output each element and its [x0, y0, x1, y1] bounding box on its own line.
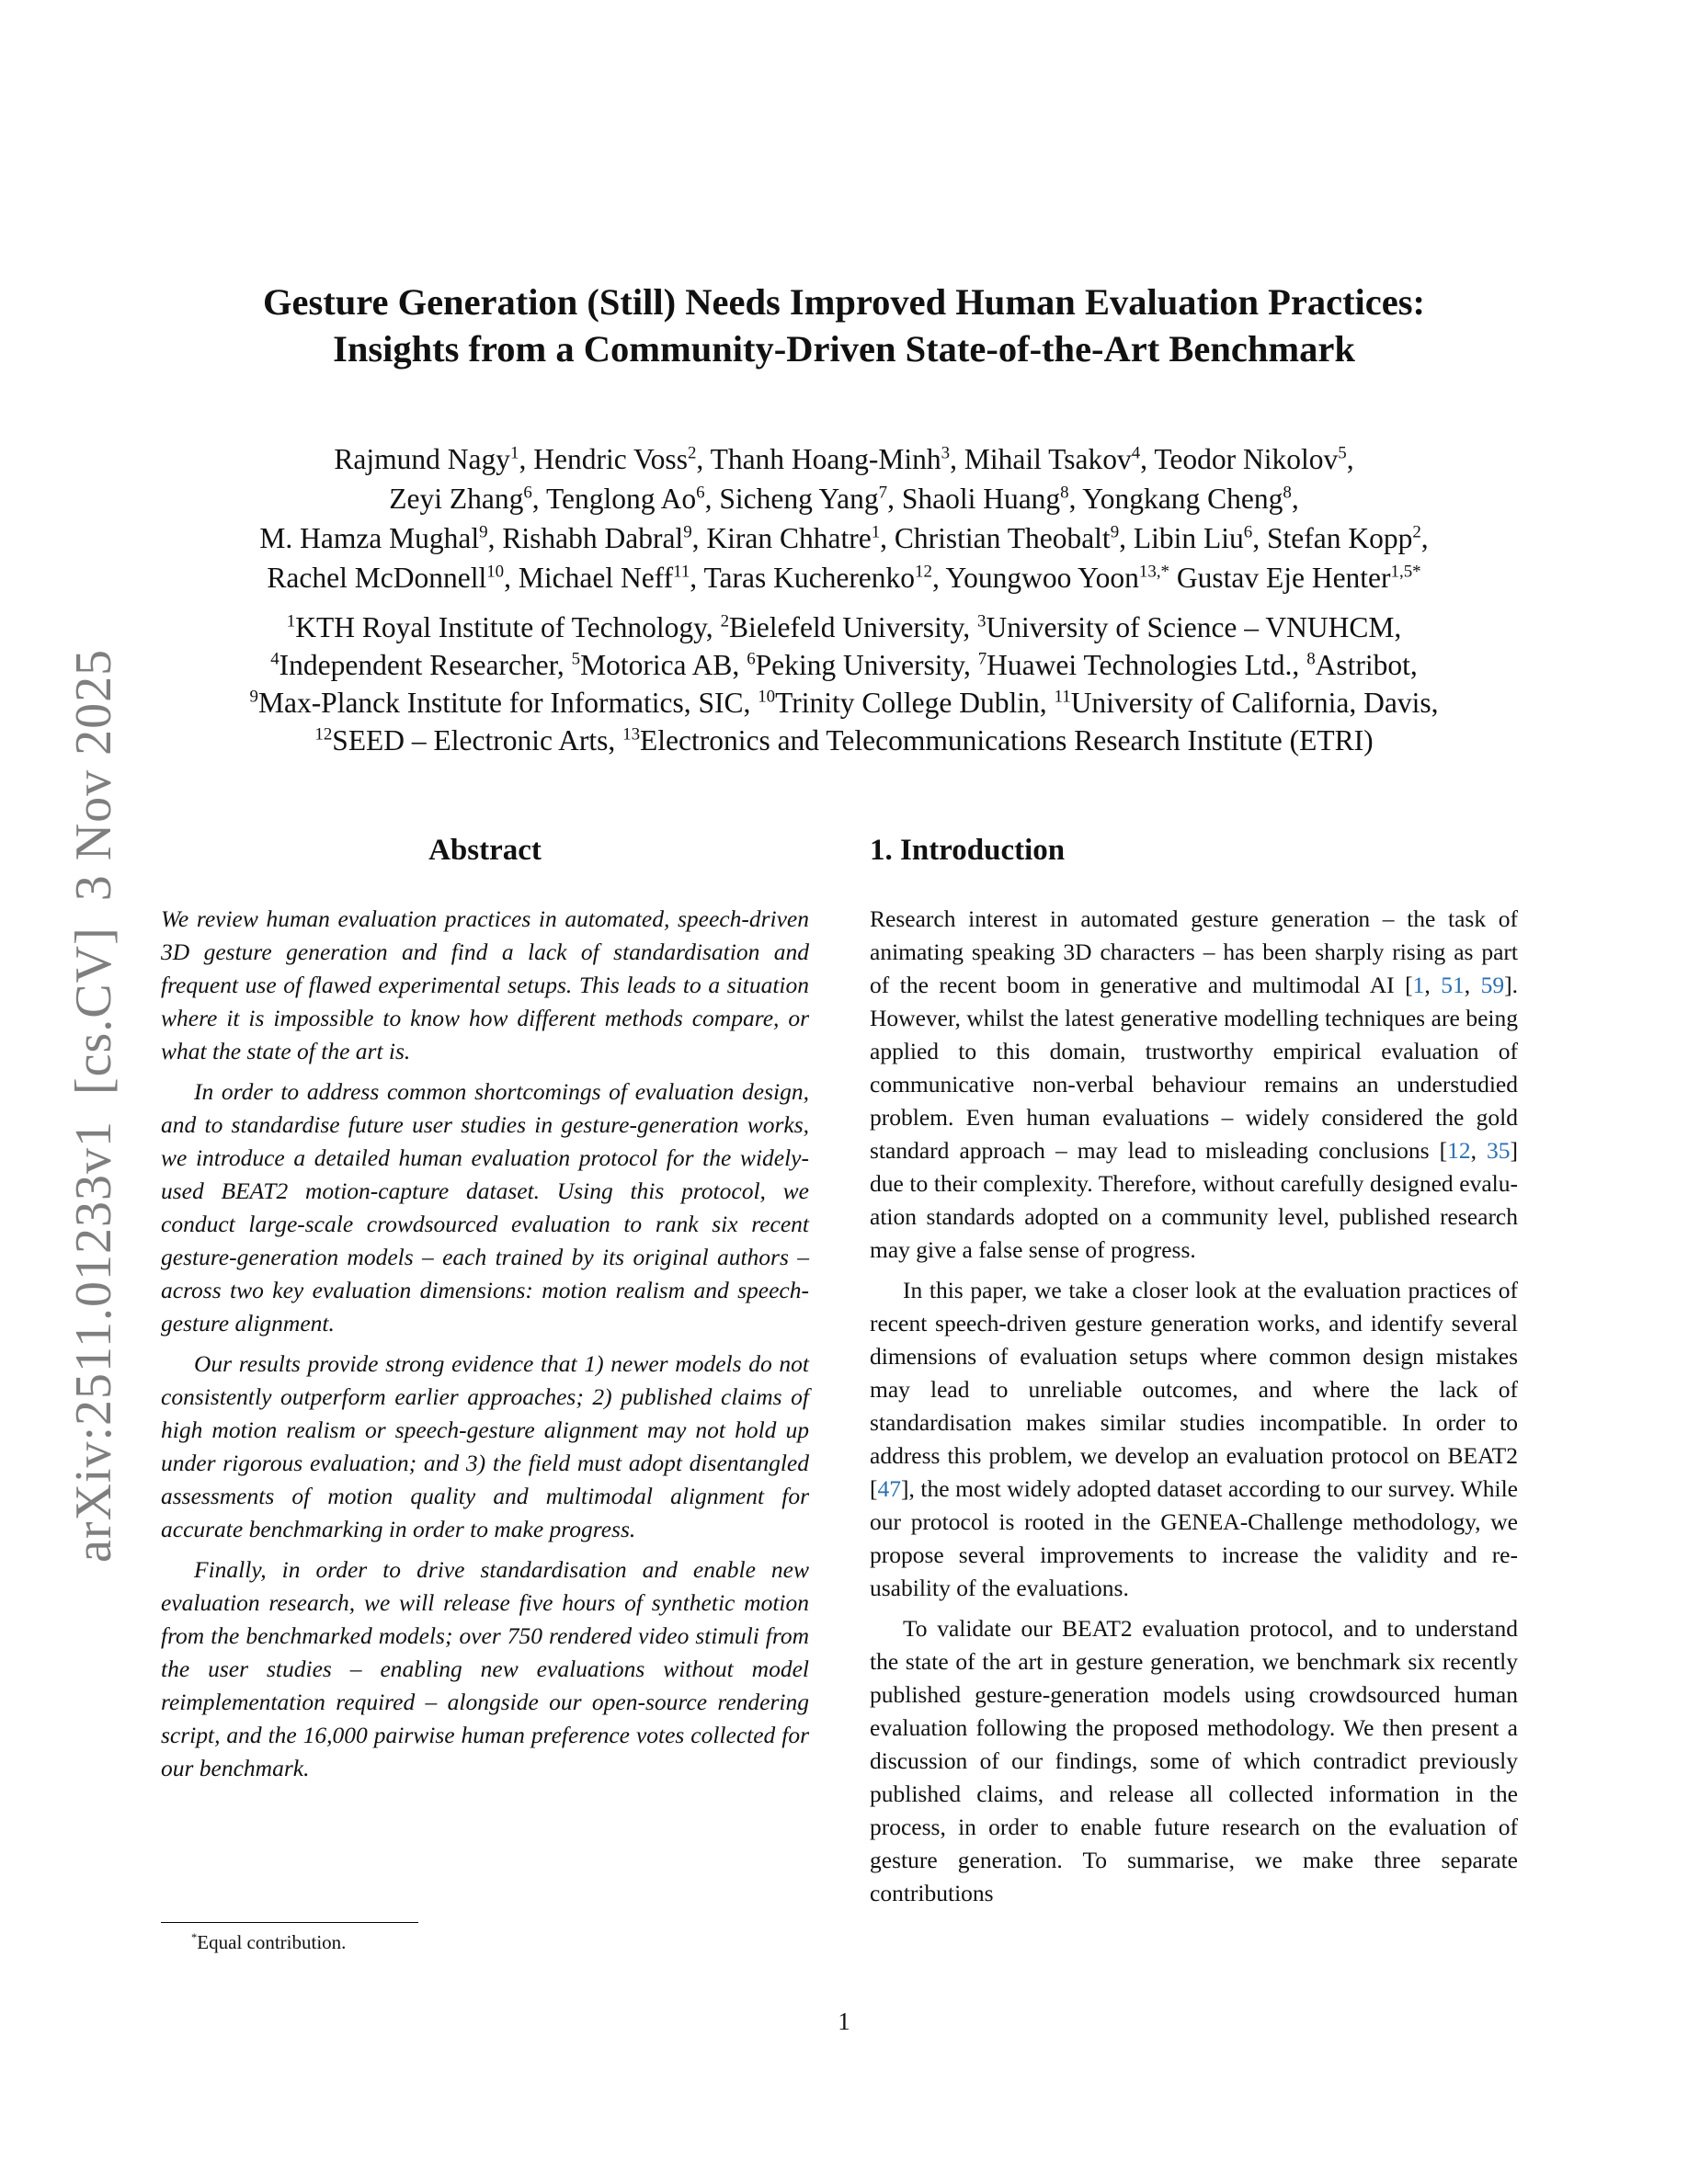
author-name: , Tenglong Ao [531, 483, 697, 515]
citation-separator: , [1464, 972, 1481, 998]
affiliation-name: Peking University, [755, 649, 978, 681]
footnote [191, 1929, 346, 1955]
author-affiliation-mark: 5 [1338, 443, 1347, 463]
affiliation-name: Electronics and Telecommunications Research Institute (ETRI) [640, 724, 1374, 756]
affiliation-number: 9 [249, 687, 258, 707]
affiliation-name: Bielefeld University, [729, 611, 978, 643]
author-name: , Taras Kucherenko [690, 562, 916, 594]
affiliation-number: 4 [270, 649, 279, 669]
author-affiliation-mark: 11 [673, 562, 690, 582]
author-affiliation-mark: 6 [696, 483, 705, 503]
author-line [120, 479, 1568, 518]
paragraph-text: ], the most widely adopted dataset according to our survey. While our protocol is rooted in the GENEA-Challenge methodology, we propose several improvements to increase the validity and re-usability of the evaluations. [870, 1475, 1518, 1601]
affiliation-name: Independent Researcher, [279, 649, 572, 681]
footnote-mark: * [191, 1931, 198, 1944]
author-line [120, 518, 1568, 558]
affiliation-number: 7 [977, 649, 987, 669]
author-affiliation-mark: 6 [523, 483, 532, 503]
author-affiliation-mark: 8 [1060, 483, 1069, 503]
author-line [120, 558, 1568, 597]
arxiv-identifier-stamp [64, 623, 123, 1563]
affiliation-name: University of Science – VNUHCM, [986, 611, 1402, 643]
author-name: , Christian Theobalt [880, 522, 1111, 554]
affiliation-name: Astribot, [1315, 649, 1418, 681]
author-affiliation-mark: 7 [878, 483, 888, 503]
author-name: , Teodor Nikolov [1140, 443, 1339, 475]
paragraph-text: ]. However, whilst the latest generative modelling techniques are being applied to this domain, trustworthy empirical evaluation of communicative non-verbal behaviour remains an understudied problem. Even human evaluations – widely considered the gold standard approach – may lead to misleading conclusions [ [870, 972, 1519, 1164]
abstract-paragraph: We review human evaluation practices in automated, speech-driven 3D gesture generation and find a lack of standardisation and frequent use of flawed experimental setups. This leads to a situation where it is impossible to know how different methods compare, or what the state of the art is. [161, 905, 809, 1064]
author-name: Rachel McDonnell [267, 562, 487, 594]
affiliation-number: 13 [622, 724, 641, 745]
affiliation-line [120, 609, 1568, 646]
author-affiliation-mark: 4 [1131, 443, 1141, 463]
affiliation-number: 6 [747, 649, 756, 669]
author-line [120, 439, 1568, 479]
introduction-paragraph: To validate our BEAT2 evaluation protocol, and to understand the state of the art in gesture generation, we benchmark six recently published gesture-generation models using crowdsourced human evaluation following the proposed methodology. We then present a discussion of our findings, some of which contradict previously published claims, and release all collected information in the process, in order to enable future research on the evaluation of gesture generation. To summarise, we make three separate contributions [870, 1615, 1518, 1906]
affiliation-name: University of California, Davis, [1070, 687, 1439, 719]
author-name: , Rishabh Dabral [487, 522, 684, 554]
author-affiliation-mark: 9 [683, 522, 692, 542]
citation-link[interactable]: 51 [1441, 972, 1465, 998]
author-name: , Hendric Voss [519, 443, 688, 475]
citation-separator: , [1470, 1137, 1487, 1164]
abstract-column [161, 827, 809, 1785]
affiliation-name: Huawei Technologies Ltd., [987, 649, 1307, 681]
affiliation-line [120, 684, 1568, 722]
author-name: , Libin Liu [1119, 522, 1244, 554]
author-name: Zeyi Zhang [389, 483, 524, 515]
affiliation-line [120, 722, 1568, 759]
author-affiliation-mark: 8 [1283, 483, 1292, 503]
author-name: , Youngwoo Yoon [931, 562, 1139, 594]
citation-link[interactable]: 1 [1412, 972, 1425, 998]
affiliation-number: 11 [1054, 687, 1071, 707]
paper-title [147, 279, 1541, 372]
affiliation-number: 2 [720, 611, 730, 631]
citation-link[interactable]: 12 [1447, 1137, 1471, 1164]
affiliation-number: 12 [314, 724, 333, 745]
title-line-1: Gesture Generation (Still) Needs Improved Human Evaluation Practices: [262, 281, 1426, 323]
arxiv-id: arXiv:2511.01233v1 [65, 1120, 122, 1563]
author-separator: , [1346, 443, 1354, 475]
citation-link[interactable]: 59 [1480, 972, 1505, 998]
author-affiliation-mark: 13,* [1138, 562, 1169, 582]
author-name: , Shaoli Huang [887, 483, 1061, 515]
author-affiliation-mark: 9 [1110, 522, 1120, 542]
citation-separator: , [1424, 972, 1442, 998]
author-name: Gustav Eje Henter [1169, 562, 1391, 594]
affiliation-name: Motorica AB, [580, 649, 747, 681]
abstract-paragraph: Finally, in order to drive standardisation and enable new evaluation research, we will release five hours of synthetic motion from the benchmarked models; over 750 rendered video stimuli from the user studies – enabling new evaluations without model reimplementation required – alongside our open-source rendering script, and the 16,000 pairwise human preference votes collected for our benchmark. [161, 1556, 809, 1781]
footnote-divider [161, 1922, 418, 1923]
affiliation-name: Max-Planck Institute for Informatics, SIC, [257, 687, 758, 719]
title-line-2: Insights from a Community-Driven State-of-the-Art Benchmark [333, 328, 1355, 370]
author-affiliation-mark: 12 [915, 562, 932, 582]
author-affiliation-mark: 6 [1243, 522, 1253, 542]
author-affiliation-mark: 9 [479, 522, 488, 542]
author-name: , Sicheng Yang [704, 483, 879, 515]
paragraph-text: Research interest in automated gesture generation – the task of animating speaking 3D characters – has been sharply rising as part of the recent boom in generative and multimodal AI [ [870, 905, 1518, 998]
affiliation-number: 1 [286, 611, 296, 631]
page-number: 1 [838, 2008, 850, 2035]
affiliation-number: 5 [571, 649, 581, 669]
abstract-paragraph: In order to address common shortcomings of evaluation design, and to standardise future user studies in gesture-generation works, we introduce a detailed human evaluation protocol for the widely-used BEAT2 motion-capture dataset. Using this protocol, we conduct large-scale crowdsourced evaluation to rank six recent gesture-generation models – each trained by its original authors – across two key evaluation dimensions: motion realism and speech-gesture alignment. [161, 1078, 809, 1337]
author-affiliation-mark: 1 [510, 443, 519, 463]
author-name: , Yongkang Cheng [1068, 483, 1283, 515]
author-list [120, 439, 1568, 597]
footnote-text: Equal contribution. [197, 1931, 347, 1953]
author-name: M. Hamza Mughal [259, 522, 480, 554]
author-affiliation-mark: 1,5* [1390, 562, 1421, 582]
author-name: , Mihail Tsakov [950, 443, 1132, 475]
author-separator: , [1291, 483, 1299, 515]
affiliation-number: 10 [758, 687, 776, 707]
introduction-heading: 1. Introduction [870, 834, 1066, 867]
author-name: , Michael Neff [504, 562, 674, 594]
abstract-paragraph: Our results provide strong evidence that 1) newer models do not consistently outperform earlier approaches; 2) published claims of high motion realism or speech-gesture alignment may not hold up under rigorous evaluation; and 3) the field must adopt disentangled assessments of motion quality and multimodal alignment for accurate benchmarking in order to make progress. [161, 1350, 809, 1542]
paragraph-text: In this paper, we take a closer look at the evaluation practices of recent speech-driven gesture generation works, and identify several dimensions of evaluation setups where common design mistakes may lead to unreliable outcomes, and where the lack of standardisation makes similar studies incompatible. In order to address this problem, we develop an evaluation protocol on BEAT2 [ [870, 1277, 1518, 1502]
author-affiliation-mark: 10 [486, 562, 505, 582]
abstract-heading: Abstract [428, 834, 542, 867]
arxiv-date: 3 Nov 2025 [65, 648, 122, 902]
author-name: , Kiran Chhatre [691, 522, 872, 554]
introduction-column [870, 827, 1518, 1910]
arxiv-category: [cs.CV] [65, 927, 122, 1096]
author-name: , Thanh Hoang-Minh [696, 443, 941, 475]
affiliation-list [120, 609, 1568, 759]
author-affiliation-mark: 3 [941, 443, 951, 463]
author-affiliation-mark: 2 [1412, 522, 1421, 542]
citation-link[interactable]: 35 [1487, 1137, 1511, 1164]
author-name: Rajmund Nagy [334, 443, 511, 475]
author-affiliation-mark: 2 [687, 443, 697, 463]
author-name: , Stefan Kopp [1252, 522, 1413, 554]
affiliation-name: Trinity College Dublin, [775, 687, 1055, 719]
affiliation-line [120, 646, 1568, 684]
affiliation-number: 3 [977, 611, 987, 631]
author-separator: , [1420, 522, 1429, 554]
affiliation-name: KTH Royal Institute of Technology, [295, 611, 721, 643]
author-affiliation-mark: 1 [871, 522, 881, 542]
paragraph-text: ] due to their complexity. Therefore, without carefully designed evaluation standards adopted on a community level, published research may give a false sense of progress. [870, 1137, 1518, 1263]
affiliation-number: 8 [1306, 649, 1316, 669]
citation-link[interactable]: 47 [877, 1475, 901, 1502]
introduction-paragraph [870, 1274, 1518, 1605]
introduction-paragraph [870, 903, 1518, 1267]
affiliation-name: SEED – Electronic Arts, [332, 724, 623, 756]
